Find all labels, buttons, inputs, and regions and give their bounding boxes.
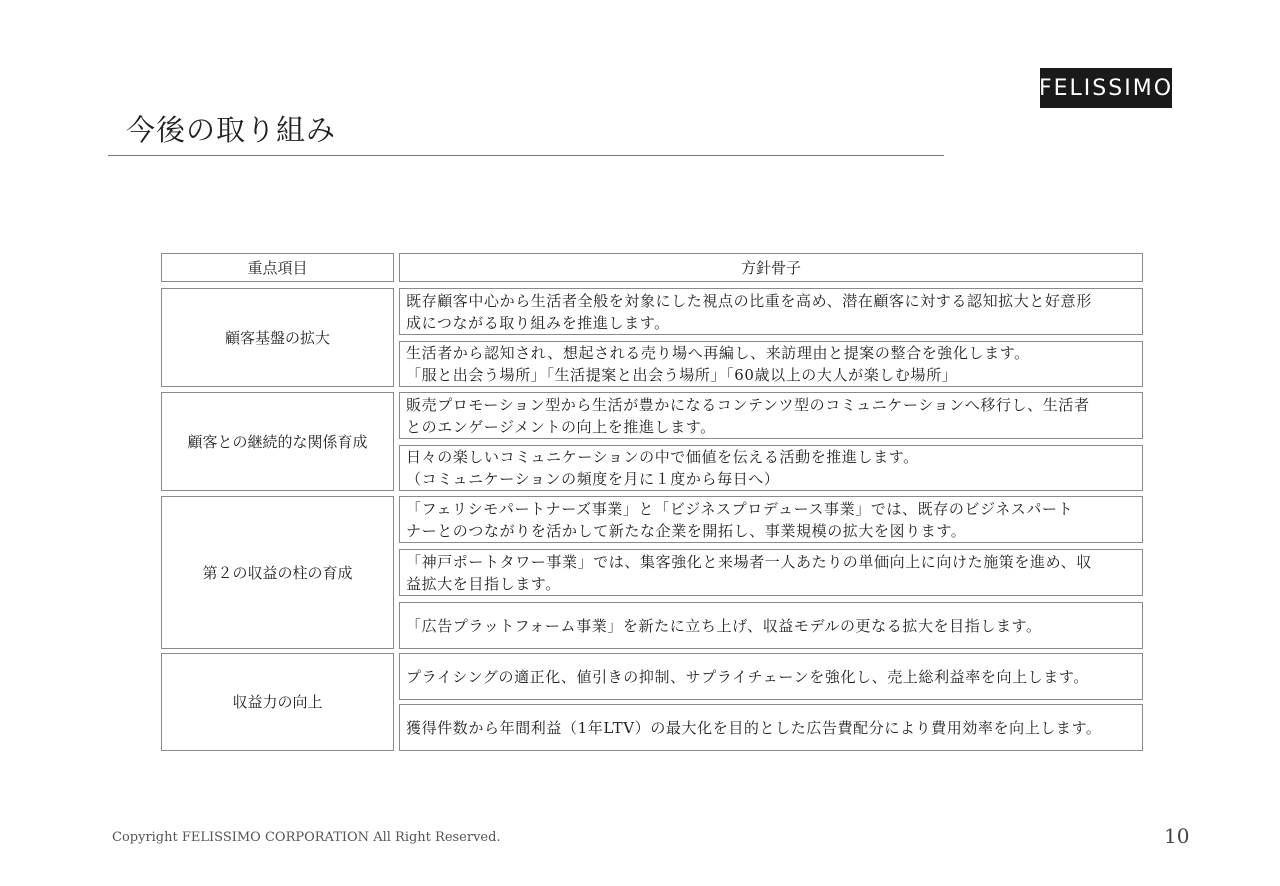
policy-item: プライシングの適正化、値引きの抑制、サプライチェーンを強化し、売上総利益率を向上します。 [399, 653, 1143, 700]
policy-item: 「フェリシモパートナーズ事業」と「ビジネスプロデュース事業」では、既存のビジネスパート ナーとのつながりを活かして新たな企業を開拓し、事業規模の拡大を図ります。 [399, 496, 1143, 543]
category-second-revenue: 第２の収益の柱の育成 [161, 496, 394, 649]
page-title: 今後の取り組み [126, 113, 337, 147]
felissimo-logo: FELISSIMO [1040, 68, 1172, 108]
table-header-policy: 方針骨子 [399, 253, 1143, 282]
table-header-focus: 重点項目 [161, 253, 394, 282]
category-customer-base: 顧客基盤の拡大 [161, 288, 394, 387]
category-customer-relationship: 顧客との継続的な関係育成 [161, 392, 394, 491]
policy-item: 生活者から認知され、想起される売り場へ再編し、来訪理由と提案の整合を強化します。 「服と出会う場所」「生活提案と出会う場所」「60歳以上の大人が楽しむ場所」 [399, 341, 1143, 387]
policy-item: 販売プロモーション型から生活が豊かになるコンテンツ型のコミュニケーションへ移行し、生活者 とのエンゲージメントの向上を推進します。 [399, 392, 1143, 439]
policy-item: 「広告プラットフォーム事業」を新たに立ち上げ、収益モデルの更なる拡大を目指します。 [399, 602, 1143, 649]
policy-item: 既存顧客中心から生活者全般を対象にした視点の比重を高め、潜在顧客に対する認知拡大と好意形 成につながる取り組みを推進します。 [399, 288, 1143, 335]
title-divider [108, 155, 944, 156]
page-number: 10 [1164, 824, 1190, 848]
policy-item: 獲得件数から年間利益（1年LTV）の最大化を目的とした広告費配分により費用効率を向上します。 [399, 704, 1143, 751]
copyright-text: Copyright FELISSIMO CORPORATION All Right Reserved. [112, 830, 501, 845]
policy-item: 「神戸ポートタワー事業」では、集客強化と来場者一人あたりの単価向上に向けた施策を進め、収 益拡大を目指します。 [399, 549, 1143, 596]
policy-item: 日々の楽しいコミュニケーションの中で価値を伝える活動を推進します。 （コミュニケーションの頻度を月に１度から毎日へ） [399, 445, 1143, 491]
category-profitability: 収益力の向上 [161, 653, 394, 751]
